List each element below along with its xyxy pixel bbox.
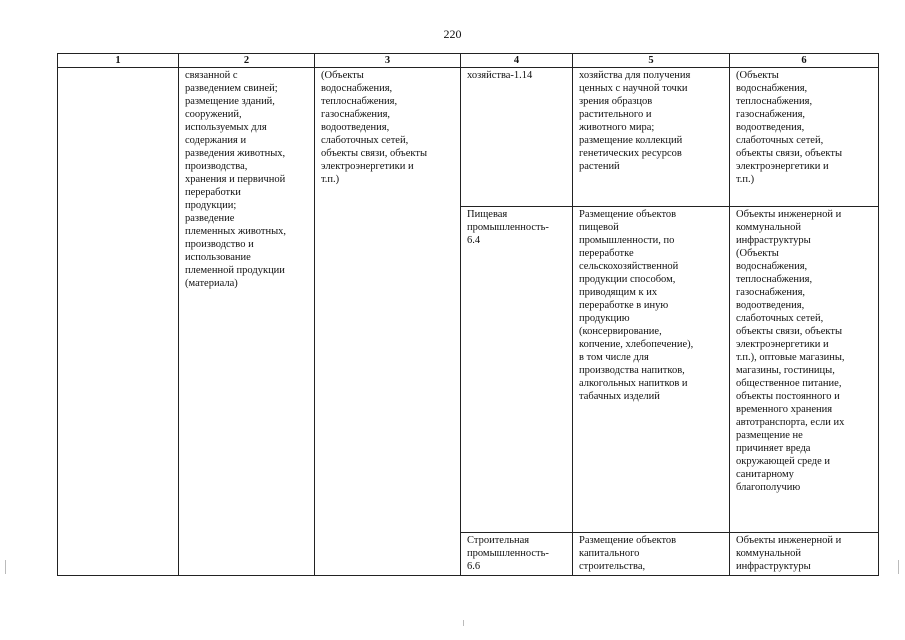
column-header-1: 1 — [58, 54, 179, 68]
cell-col3-objects: (Объекты водоснабжения, теплоснабжения, газоснабжения, водоотведения, слаботочных сетей, объекты связи, объекты электроэнергетики и т.п.) — [315, 68, 461, 576]
cell-use-description: Размещение объектов пищевой промышленности, по переработке сельскохозяйственной продукции способом, приводящим к их переработке в иную продукцию (консервирование, копчение, хлебопечение), в том числе для производства напитков, алкогольных напитков и табачных изделий — [573, 207, 730, 533]
cell-auxiliary-objects: (Объекты водоснабжения, теплоснабжения, газоснабжения, водоотведения, слаботочных сетей, объекты связи, объекты электроэнергетики и т.п.) — [730, 68, 879, 207]
cell-use-code: Строительная промышленность- 6.6 — [461, 533, 573, 576]
column-header-5: 5 — [573, 54, 730, 68]
cell-col2-permitted-use: связанной с разведением свиней; размещение зданий, сооружений, используемых для содержания и разведения животных, производства, хранения и первичной переработки продукции; разведение племенных животных, производство и использование племенной продукции (материала) — [179, 68, 315, 576]
column-header-2: 2 — [179, 54, 315, 68]
cell-auxiliary-objects: Объекты инженерной и коммунальной инфраструктуры — [730, 533, 879, 576]
scan-mark — [463, 620, 464, 626]
cell-use-code: Пищевая промышленность- 6.4 — [461, 207, 573, 533]
cell-use-description: хозяйства для получения ценных с научной точки зрения образцов растительного и животного мира; размещение коллекций генетических ресурсов растений — [573, 68, 730, 207]
column-header-4: 4 — [461, 54, 573, 68]
header-row — [58, 54, 879, 68]
regulation-table — [57, 53, 879, 576]
cell-auxiliary-objects: Объекты инженерной и коммунальной инфраструктуры (Объекты водоснабжения, теплоснабжения, газоснабжения, водоотведения, слаботочных сетей, объекты связи, объекты электроэнергетики и т.п.), оптовые магазины, магазины, гостиницы, общественное питание, объекты постоянного и временного хранения автотранспорта, если их размещение не причиняет вреда окружающей среде и санитарному благополучию — [730, 207, 879, 533]
scan-mark — [5, 560, 6, 574]
column-header-6: 6 — [730, 54, 879, 68]
table-row — [58, 68, 879, 207]
cell-col1 — [58, 68, 179, 576]
scan-mark — [898, 560, 899, 574]
cell-use-code: хозяйства-1.14 — [461, 68, 573, 207]
cell-use-description: Размещение объектов капитального строительства, — [573, 533, 730, 576]
page-number: 220 — [443, 27, 462, 41]
column-header-3: 3 — [315, 54, 461, 68]
